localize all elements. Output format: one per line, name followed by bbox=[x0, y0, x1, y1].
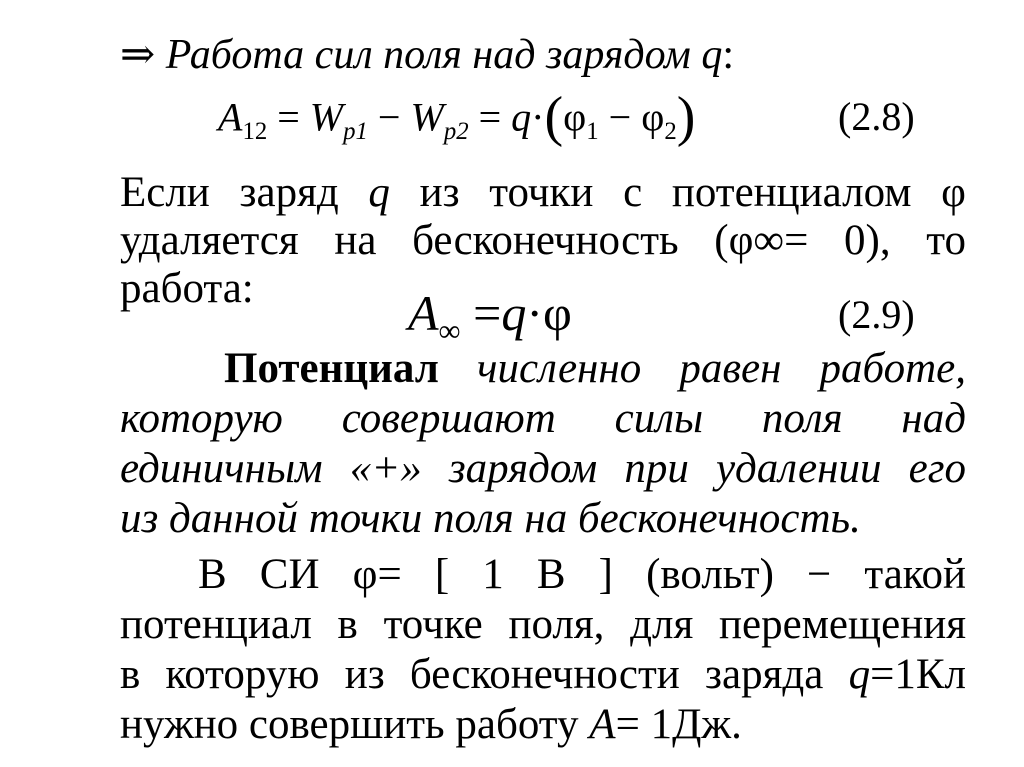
para2-line3: единичным «+» зарядом при удалении его bbox=[120, 445, 966, 492]
eq-equals: = bbox=[473, 285, 502, 341]
eq-equals: = bbox=[478, 94, 502, 140]
eq-symbol-q: q bbox=[501, 285, 527, 341]
eq-phi: φ bbox=[641, 94, 665, 140]
equation-number-2-9: (2.9) bbox=[838, 292, 915, 337]
eq-symbol-W: W bbox=[410, 94, 444, 140]
para3-text: нужно совершить работу bbox=[120, 701, 590, 748]
eq-minus: − bbox=[377, 94, 401, 140]
eq-minus: − bbox=[608, 94, 632, 140]
para1-text: Если заряд bbox=[120, 169, 369, 216]
eq-symbol-W: W bbox=[309, 94, 344, 140]
heading-var-q: q bbox=[701, 32, 723, 78]
para1-line1 bbox=[120, 168, 966, 218]
para3-line3 bbox=[120, 650, 966, 700]
eq-symbol-q: q bbox=[511, 94, 532, 140]
para1-text: из точки с потенциалом φ bbox=[389, 169, 966, 216]
equation-number-2-8: (2.8) bbox=[838, 94, 915, 139]
term-potential: Потенциал bbox=[224, 345, 439, 392]
eq-phi: φ bbox=[543, 285, 572, 341]
para2-text: численно равен работе, bbox=[438, 345, 966, 392]
para3-text: = 1Дж. bbox=[615, 701, 742, 748]
eq-sub-infinity: ∞ bbox=[438, 312, 461, 348]
para2-line2: которую совершают силы поля над bbox=[120, 395, 966, 442]
eq-sub-p1: p1 bbox=[343, 118, 368, 146]
para3-text: =1Кл bbox=[870, 651, 966, 698]
eq-rparen: ) bbox=[676, 86, 696, 148]
heading-text: Работа сил поля над зарядом bbox=[165, 32, 702, 78]
para1-var-q: q bbox=[368, 169, 390, 216]
para1-line2: удаляется на бесконечность (φ∞= 0), то bbox=[120, 217, 966, 264]
eq-sub-1: 1 bbox=[586, 118, 599, 146]
para3-var-q: q bbox=[848, 651, 871, 698]
eq-equals: = bbox=[277, 94, 300, 140]
eq-sub-p2: p2 bbox=[443, 118, 469, 146]
implies-arrow-icon: ⇒ bbox=[120, 32, 156, 78]
equation-2-9 bbox=[408, 282, 572, 348]
section-heading bbox=[120, 30, 734, 80]
heading-colon: : bbox=[722, 32, 734, 78]
para3-line1: В СИ φ= [ 1 В ] (вольт) − такой bbox=[198, 551, 966, 598]
eq-symbol-A: A bbox=[408, 285, 439, 341]
eq-sub-12: 12 bbox=[242, 118, 268, 146]
eq-dot: · bbox=[526, 285, 544, 341]
para2-line4: из данной точки поля на бесконечность. bbox=[120, 495, 861, 542]
eq-sub-2: 2 bbox=[664, 118, 677, 146]
para3-text: в которую из бесконечности заряда bbox=[120, 651, 849, 698]
eq-phi: φ bbox=[563, 94, 587, 140]
para3-var-A: A bbox=[589, 701, 616, 748]
eq-dot: · bbox=[531, 94, 545, 140]
para3-line2: потенциал в точке поля, для перемещения bbox=[120, 601, 966, 648]
para1-line3: работа: bbox=[120, 265, 254, 312]
eq-symbol-A: A bbox=[218, 94, 243, 140]
para3-line4 bbox=[120, 700, 966, 750]
equation-2-8 bbox=[218, 82, 695, 153]
eq-lparen: ( bbox=[544, 86, 564, 148]
para2-line1 bbox=[224, 344, 966, 394]
